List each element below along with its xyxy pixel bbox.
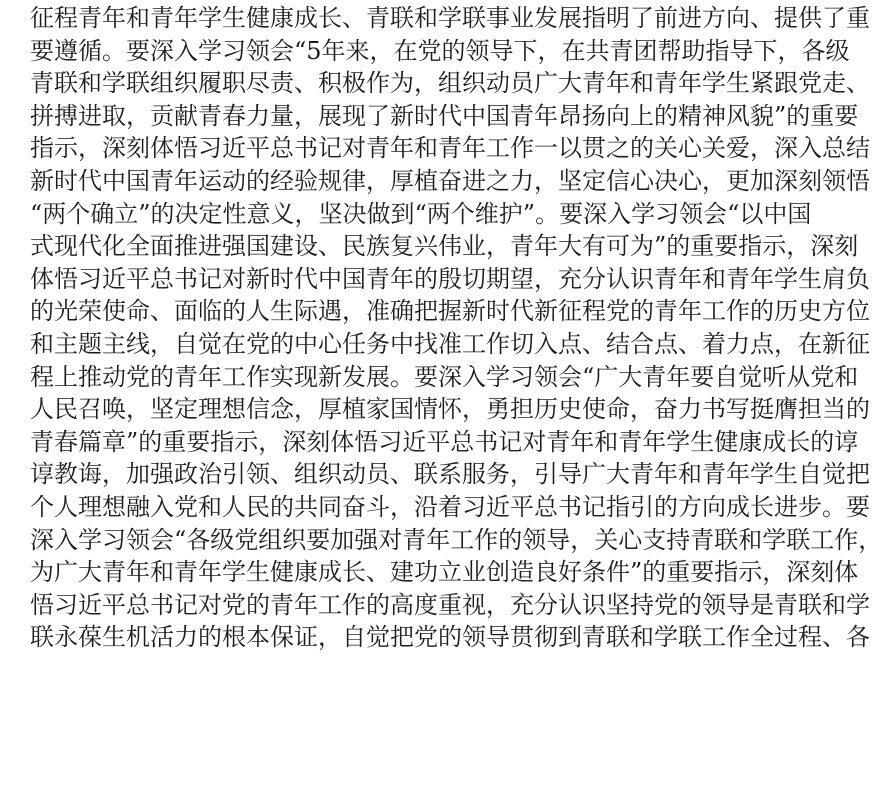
text-line: 征程青年和青年学生健康成长、青联和学联事业发展指明了前进方向、提供了重 [30, 4, 870, 32]
text-line: “两个确立”的决定性意义，坚决做到“两个维护”。要深入学习领会“以中国 [30, 199, 812, 228]
text-line: 和主题主线，自觉在党的中心任务中找准工作切入点、结合点、着力点，在新征 [30, 329, 870, 358]
text-line: 个人理想融入党和人民的共同奋斗，沿着习近平总书记指引的方向成长进步。要 [30, 492, 870, 521]
text-line: 指示，深刻体悟习近平总书记对青年和青年工作一以贯之的关心关爱，深入总结 [30, 134, 870, 163]
text-line: 新时代中国青年运动的经验规律，厚植奋进之力，坚定信心决心，更加深刻领悟 [30, 166, 870, 195]
text-line: 体悟习近平总书记对新时代中国青年的殷切期望，充分认识青年和青年学生肩负 [30, 264, 870, 293]
article-body [30, 2, 882, 654]
text-line: 深入学习领会“各级党组织要加强对青年工作的领导，关心支持青联和学联工作， [30, 525, 882, 554]
text-line: 拼搏进取，贡献青春力量，展现了新时代中国青年昂扬向上的精神风貌”的重要 [30, 101, 859, 130]
text-line: 青联和学联组织履职尽责、积极作为，组织动员广大青年和青年学生紧跟党走、 [30, 69, 870, 98]
text-line: 人民召唤，坚定理想信念，厚植家国情怀，勇担历史使命，奋力书写挺膺担当的 [30, 395, 870, 424]
text-line: 联永葆生机活力的根本保证，自觉把党的领导贯彻到青联和学联工作全过程、各 [30, 623, 870, 652]
text-line: 程上推动党的青年工作实现新发展。要深入学习领会“广大青年要自觉听从党和 [30, 362, 859, 391]
text-line: 的光荣使命、面临的人生际遇，准确把握新时代新征程党的青年工作的历史方位 [30, 297, 870, 326]
text-line: 式现代化全面推进强国建设、民族复兴伟业，青年大有可为”的重要指示，深刻 [30, 232, 859, 261]
text-line: 谆教诲，加强政治引领、组织动员、联系服务，引导广大青年和青年学生自觉把 [30, 460, 870, 489]
text-line: 悟习近平总书记对党的青年工作的高度重视，充分认识坚持党的领导是青联和学 [30, 590, 870, 619]
text-line: 青春篇章”的重要指示，深刻体悟习近平总书记对青年和青年学生健康成长的谆 [30, 427, 859, 456]
text-line: 要遵循。要深入学习领会“5年来，在党的领导下，在共青团帮助指导下，各级 [30, 36, 850, 65]
text-line: 为广大青年和青年学生健康成长、建功立业创造良好条件”的重要指示，深刻体 [30, 558, 859, 587]
